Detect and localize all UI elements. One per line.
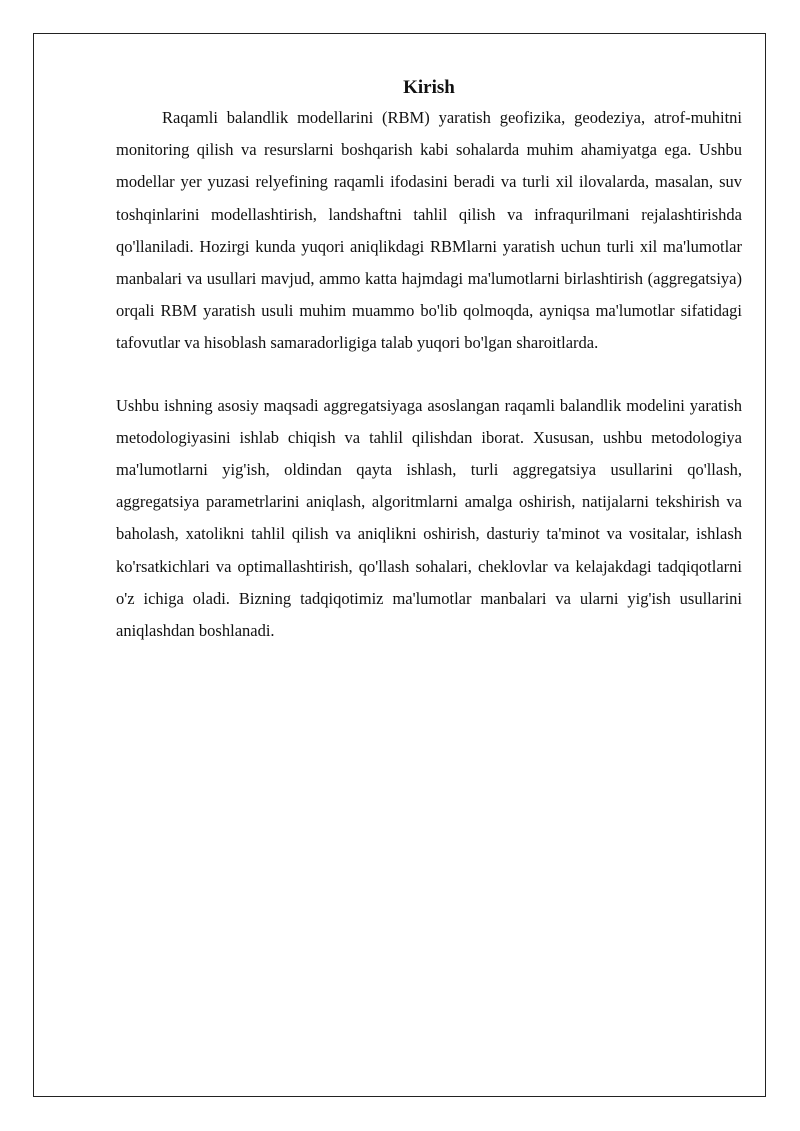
paragraph-2: Ushbu ishning asosiy maqsadi aggregatsiyaga asoslangan raqamli balandlik modelini yaratish metodologiyasini ishlab chiqish va tahlil qilishdan iborat. Xususan, ushbu metodologiya ma'lumotlarni yig'ish, oldindan qayta ishlash, turli aggregatsiya usullarini qo'llash, aggregatsiya parametrlarini aniqlash, algoritmlarni amalga oshirish, natijalarni tekshirish va baholash, xatolikni tahlil qilish va aniqlikni oshirish, dasturiy ta'minot va vositalar, ishlash ko'rsatkichlari va optimallashtirish, qo'llash sohalari, cheklovlar va kelajakdagi tadqiqotlarni o'z ichiga oladi. Bizning tadqiqotimiz ma'lumotlar manbalari va ularni yig'ish usullarini aniqlashdan boshlanadi. [116,395,742,641]
document-body [116,76,742,647]
section-title: Kirish [403,77,455,98]
paragraph-1: Raqamli balandlik modellarini (RBM) yaratish geofizika, geodeziya, atrof-muhitni monitoring qilish va resurslarni boshqarish kabi sohalarda muhim ahamiyatga ega. Ushbu modellar yer yuzasi relyefining raqamli ifodasini beradi va turli xil ilovalarda, masalan, suv toshqinlarini modellashtirish, landshaftni tahlil qilish va infraqurilmani rejalashtirishda qo'llaniladi. Hozirgi kunda yuqori aniqlikdagi RBMlarni yaratish uchun turli xil ma'lumotlar manbalari va usullari mavjud, ammo katta hajmdagi ma'lumotlarni birlashtirish (aggregatsiya) orqali RBM yaratish usuli muhim muammo bo'lib qolmoqda, ayniqsa ma'lumotlar sifatidagi tafovutlar va hisoblash samaradorligiga talab yuqori bo'lgan sharoitlarda. [116,108,742,353]
paragraph-spacer [116,360,742,390]
